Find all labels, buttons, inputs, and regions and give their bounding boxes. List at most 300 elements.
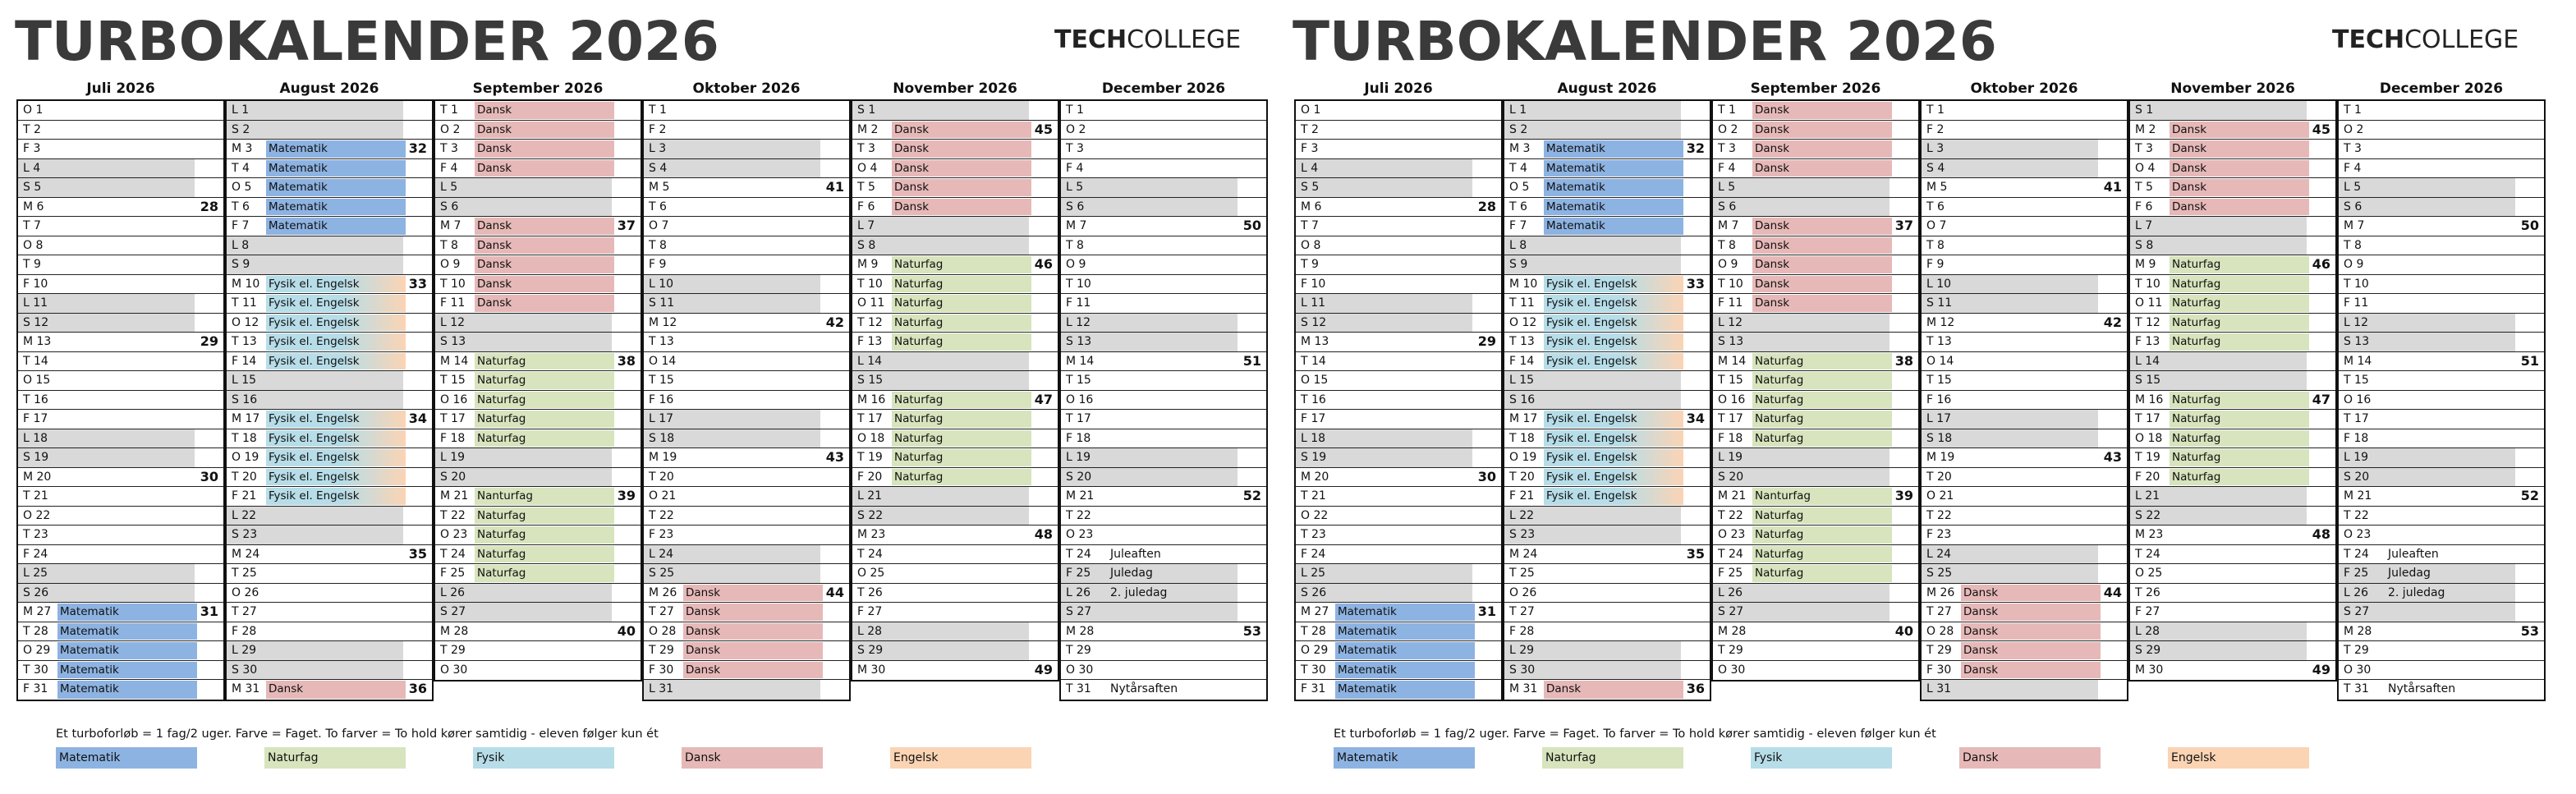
day-row xyxy=(1713,236,1918,256)
subject-cell: Fysik el. Engelsk xyxy=(1544,430,1683,447)
day-label: M 23 xyxy=(857,528,886,541)
subject-cell: Naturfag xyxy=(2170,392,2309,409)
day-label: F 20 xyxy=(2135,470,2160,484)
day-label: F 4 xyxy=(1066,161,1084,175)
day-row xyxy=(18,217,223,236)
day-row xyxy=(1061,487,1266,507)
day-label: T 10 xyxy=(2344,277,2369,291)
subject-cell: Naturfag xyxy=(892,392,1031,409)
day-label: T 5 xyxy=(857,181,875,194)
day-row xyxy=(435,641,641,661)
week-number: 33 xyxy=(408,275,427,291)
subject-cell: Fysik el. Engelsk xyxy=(266,449,406,466)
subject-cell: Dansk xyxy=(683,604,823,621)
day-row xyxy=(18,526,223,545)
subject-cell: Dansk xyxy=(475,237,614,255)
day-row xyxy=(435,410,641,429)
legend-item-fysik: Fysik xyxy=(1751,747,1892,769)
day-row xyxy=(1061,236,1266,256)
day-label: T 3 xyxy=(857,142,875,155)
day-label: L 14 xyxy=(857,354,883,368)
techcollege-logo xyxy=(2332,25,2519,54)
weekend-shade xyxy=(644,159,820,178)
logo-bold-text: TECH xyxy=(2332,25,2405,54)
subject-cell: Naturfag xyxy=(475,507,614,525)
day-row xyxy=(435,178,641,198)
calendar-panel-2 xyxy=(1278,0,2551,794)
day-row xyxy=(1061,255,1266,275)
day-label: F 6 xyxy=(857,200,875,213)
day-label: L 29 xyxy=(1509,644,1535,657)
day-row xyxy=(1504,545,1710,565)
week-number: 28 xyxy=(200,198,218,214)
day-label: F 31 xyxy=(1301,682,1326,695)
month-grid xyxy=(434,99,642,682)
day-row xyxy=(1296,121,1501,140)
subject-cell: Dansk xyxy=(1752,218,1892,235)
day-row xyxy=(435,121,641,140)
day-label: T 11 xyxy=(232,296,257,310)
day-label: L 5 xyxy=(440,181,458,194)
day-label: O 21 xyxy=(649,489,677,503)
weekend-shade xyxy=(1061,178,1237,197)
day-label: L 10 xyxy=(649,277,674,291)
day-row xyxy=(1296,526,1501,545)
day-row xyxy=(227,217,432,236)
day-row xyxy=(1922,526,2127,545)
week-number: 47 xyxy=(1034,391,1053,407)
subject-cell: Dansk xyxy=(475,276,614,293)
day-row xyxy=(435,198,641,218)
day-row xyxy=(1296,410,1501,429)
subject-cell: Naturfag xyxy=(892,256,1031,273)
day-label: M 31 xyxy=(232,682,260,695)
day-label: T 7 xyxy=(23,219,41,232)
day-label: M 26 xyxy=(1926,585,1955,599)
month-grid xyxy=(225,99,434,701)
day-label: F 18 xyxy=(1066,431,1091,445)
day-row xyxy=(227,236,432,256)
weekend-shade xyxy=(1713,198,1890,217)
day-label: O 9 xyxy=(2344,258,2364,271)
day-label: M 12 xyxy=(1926,315,1955,329)
day-label: T 29 xyxy=(2344,644,2369,657)
day-row xyxy=(18,352,223,372)
day-row xyxy=(2339,159,2544,179)
day-row xyxy=(18,584,223,604)
day-label: M 23 xyxy=(2135,528,2164,541)
day-label: M 28 xyxy=(1718,624,1747,638)
day-label: L 1 xyxy=(232,103,250,117)
day-row xyxy=(227,352,432,372)
day-row xyxy=(435,468,641,488)
day-row xyxy=(1922,448,2127,468)
day-label: O 21 xyxy=(1926,489,1954,503)
day-row xyxy=(2130,275,2335,295)
day-label: O 14 xyxy=(649,354,677,368)
subject-cell: Dansk xyxy=(892,140,1031,158)
day-label: L 18 xyxy=(23,431,48,445)
day-row xyxy=(644,121,849,140)
subject-cell: Naturfag xyxy=(2170,333,2309,351)
day-label: T 13 xyxy=(1509,335,1535,348)
day-row xyxy=(1713,584,1918,604)
day-label: T 4 xyxy=(232,161,250,175)
day-row xyxy=(1061,661,1266,681)
day-row xyxy=(1922,410,2127,429)
day-label: T 6 xyxy=(232,200,250,213)
day-row xyxy=(1922,564,2127,584)
day-label: T 8 xyxy=(1066,238,1084,252)
day-label: L 5 xyxy=(1718,181,1736,194)
day-row xyxy=(1713,217,1918,236)
day-row xyxy=(644,487,849,507)
day-row xyxy=(18,564,223,584)
day-label: S 11 xyxy=(649,296,675,310)
day-row xyxy=(852,487,1058,507)
subject-cell: Naturfag xyxy=(2170,430,2309,447)
day-label: M 13 xyxy=(1301,335,1329,348)
day-label: M 7 xyxy=(2344,219,2365,232)
subject-cell: Naturfag xyxy=(892,469,1031,486)
day-label: M 10 xyxy=(232,277,260,291)
subject-cell: Matematik xyxy=(266,160,406,177)
day-label: M 17 xyxy=(232,412,260,425)
day-row xyxy=(1296,198,1501,218)
day-label: T 29 xyxy=(649,644,674,657)
subject-cell: Fysik el. Engelsk xyxy=(266,430,406,447)
subject-cell: Dansk xyxy=(1961,623,2101,640)
day-row xyxy=(1922,217,2127,236)
day-label: L 11 xyxy=(23,296,48,310)
subject-cell: Dansk xyxy=(683,662,823,679)
day-row xyxy=(644,314,849,333)
day-label: T 17 xyxy=(440,412,466,425)
week-number: 52 xyxy=(2520,488,2539,503)
page-title: TURBOKALENDER 2026 xyxy=(15,10,719,73)
day-row xyxy=(1296,661,1501,681)
day-row xyxy=(1296,584,1501,604)
day-label: T 24 xyxy=(1066,547,1091,561)
day-row xyxy=(644,468,849,488)
day-row xyxy=(852,198,1058,218)
day-label: O 16 xyxy=(440,392,468,406)
day-row xyxy=(1713,178,1918,198)
day-label: O 23 xyxy=(1066,528,1094,541)
subject-cell: Matematik xyxy=(1335,662,1475,679)
day-label: O 2 xyxy=(440,122,461,136)
day-row xyxy=(1296,622,1501,642)
day-label: T 10 xyxy=(857,277,883,291)
day-label: M 26 xyxy=(649,585,677,599)
month-header: December 2026 xyxy=(1101,80,1226,97)
day-label: T 5 xyxy=(2135,181,2153,194)
day-label: M 14 xyxy=(2344,354,2372,368)
legend-item-engelsk: Engelsk xyxy=(890,747,1031,769)
day-row xyxy=(1061,448,1266,468)
subject-cell: Dansk xyxy=(683,623,823,640)
day-row xyxy=(1713,391,1918,411)
day-label: S 18 xyxy=(649,431,675,445)
day-label: F 7 xyxy=(1509,219,1527,232)
day-row xyxy=(1296,294,1501,314)
day-row xyxy=(2130,468,2335,488)
day-row xyxy=(1296,101,1501,121)
week-number: 48 xyxy=(2312,526,2330,542)
day-label: L 4 xyxy=(1301,161,1319,175)
day-label: M 6 xyxy=(1301,200,1322,213)
week-number: 40 xyxy=(617,622,636,639)
weekend-shade xyxy=(852,101,1029,120)
week-number: 33 xyxy=(1686,275,1705,291)
day-row xyxy=(18,371,223,391)
week-number: 48 xyxy=(1034,526,1053,542)
day-row xyxy=(852,564,1058,584)
week-number: 29 xyxy=(1477,333,1496,349)
day-row xyxy=(852,545,1058,565)
day-label: S 20 xyxy=(1066,470,1092,484)
day-label: T 26 xyxy=(2135,585,2160,599)
legend-description: Et turboforløb = 1 fag/2 uger. Farve = Faget. To farver = To hold kører samtidig - eleven følger kun ét xyxy=(56,727,659,741)
day-label: F 21 xyxy=(232,489,257,503)
day-row xyxy=(2339,275,2544,295)
day-row xyxy=(227,584,432,604)
week-number: 43 xyxy=(825,449,844,465)
day-row xyxy=(1504,487,1710,507)
week-number: 40 xyxy=(1894,622,1913,639)
day-row xyxy=(18,159,223,179)
day-row xyxy=(2339,101,2544,121)
week-number: 45 xyxy=(1034,121,1053,137)
day-row xyxy=(1922,507,2127,526)
day-row xyxy=(1061,641,1266,661)
day-row xyxy=(2130,641,2335,661)
subject-cell: Fysik el. Engelsk xyxy=(1544,295,1683,312)
day-row xyxy=(18,680,223,700)
day-label: O 25 xyxy=(857,567,885,580)
day-label: O 28 xyxy=(1926,624,1954,638)
week-number: 53 xyxy=(1242,622,1261,639)
day-label: O 30 xyxy=(1066,663,1094,677)
day-label: T 17 xyxy=(2344,412,2369,425)
day-row xyxy=(2339,661,2544,681)
subject-cell: Fysik el. Engelsk xyxy=(1544,314,1683,332)
day-row xyxy=(435,314,641,333)
day-label: F 16 xyxy=(1926,392,1952,406)
page-title: TURBOKALENDER 2026 xyxy=(1293,10,1997,73)
day-row xyxy=(1296,371,1501,391)
day-row xyxy=(227,622,432,642)
day-label: T 30 xyxy=(1301,663,1326,677)
subject-cell: Naturfag xyxy=(892,430,1031,447)
day-label: T 3 xyxy=(440,142,458,155)
week-number: 46 xyxy=(2312,256,2330,272)
day-row xyxy=(852,448,1058,468)
subject-cell: Matematik xyxy=(266,218,406,235)
day-label: T 20 xyxy=(649,470,674,484)
subject-cell: Matematik xyxy=(57,623,197,640)
day-row xyxy=(435,448,641,468)
day-label: S 15 xyxy=(857,374,884,387)
day-label: T 25 xyxy=(232,567,257,580)
holiday-note: 2. juledag xyxy=(2388,585,2445,599)
day-label: M 7 xyxy=(1718,219,1739,232)
day-label: S 23 xyxy=(232,528,258,541)
day-row xyxy=(227,603,432,622)
day-label: F 3 xyxy=(1301,142,1319,155)
holiday-note: Nytårsaften xyxy=(1110,682,1178,695)
day-row xyxy=(852,410,1058,429)
day-row xyxy=(18,429,223,449)
day-row xyxy=(852,101,1058,121)
day-row xyxy=(435,140,641,159)
day-row xyxy=(852,159,1058,179)
day-label: O 2 xyxy=(2344,122,2364,136)
month-header: August 2026 xyxy=(1557,80,1657,97)
day-row xyxy=(2130,584,2335,604)
day-row xyxy=(644,333,849,352)
day-row xyxy=(1296,255,1501,275)
day-row xyxy=(2130,545,2335,565)
day-label: T 30 xyxy=(23,663,48,677)
day-row xyxy=(852,314,1058,333)
day-label: T 26 xyxy=(857,585,883,599)
day-label: L 24 xyxy=(649,547,674,561)
day-row xyxy=(2339,217,2544,236)
subject-cell: Naturfag xyxy=(2170,276,2309,293)
day-row xyxy=(1504,603,1710,622)
day-row xyxy=(1713,352,1918,372)
week-number: 42 xyxy=(825,314,844,330)
subject-cell: Naturfag xyxy=(1752,546,1892,563)
day-row xyxy=(227,333,432,352)
day-row xyxy=(2130,448,2335,468)
day-label: T 22 xyxy=(2344,508,2369,522)
week-number: 44 xyxy=(2103,584,2122,600)
week-number: 50 xyxy=(2520,218,2539,233)
day-label: F 25 xyxy=(1718,567,1743,580)
day-row xyxy=(2339,603,2544,622)
day-row xyxy=(1504,371,1710,391)
day-row xyxy=(18,178,223,198)
day-row xyxy=(1713,140,1918,159)
day-row xyxy=(1504,507,1710,526)
month-grid xyxy=(1711,99,1920,682)
day-label: M 17 xyxy=(1509,412,1538,425)
day-row xyxy=(1061,603,1266,622)
day-label: S 1 xyxy=(857,103,876,117)
day-label: T 18 xyxy=(232,431,257,445)
holiday-note: Nytårsaften xyxy=(2388,682,2456,695)
day-label: L 7 xyxy=(2135,219,2153,232)
day-row xyxy=(18,448,223,468)
day-label: O 30 xyxy=(1718,663,1746,677)
day-label: F 9 xyxy=(649,258,667,271)
day-label: T 29 xyxy=(1926,644,1952,657)
day-label: M 24 xyxy=(1509,547,1538,561)
day-label: T 17 xyxy=(857,412,883,425)
day-row xyxy=(644,236,849,256)
day-row xyxy=(1504,217,1710,236)
day-row xyxy=(1061,468,1266,488)
day-label: T 1 xyxy=(1926,103,1945,117)
day-label: L 8 xyxy=(1509,238,1527,252)
day-row xyxy=(852,352,1058,372)
day-row xyxy=(435,101,641,121)
day-label: O 19 xyxy=(1509,451,1537,464)
day-row xyxy=(1504,564,1710,584)
day-label: T 27 xyxy=(1926,605,1952,618)
day-label: T 10 xyxy=(440,277,466,291)
day-label: S 13 xyxy=(1718,335,1744,348)
day-row xyxy=(852,275,1058,295)
day-label: F 17 xyxy=(1301,412,1326,425)
day-label: F 13 xyxy=(857,335,883,348)
day-label: T 27 xyxy=(1509,605,1535,618)
month-grid xyxy=(1294,99,1503,701)
day-label: T 14 xyxy=(23,354,48,368)
day-label: T 13 xyxy=(232,335,257,348)
day-row xyxy=(227,468,432,488)
subject-cell: Naturfag xyxy=(892,295,1031,312)
week-number: 42 xyxy=(2103,314,2122,330)
day-row xyxy=(18,101,223,121)
month-header: November 2026 xyxy=(2170,80,2295,97)
day-label: L 26 xyxy=(1718,585,1743,599)
day-row xyxy=(1504,526,1710,545)
day-label: F 7 xyxy=(232,219,250,232)
day-label: T 13 xyxy=(1926,335,1952,348)
day-label: S 1 xyxy=(2135,103,2154,117)
day-row xyxy=(644,661,849,681)
subject-cell: Dansk xyxy=(2170,199,2309,216)
day-row xyxy=(1296,236,1501,256)
day-label: F 2 xyxy=(649,122,667,136)
day-label: S 22 xyxy=(857,508,884,522)
day-label: M 2 xyxy=(2135,122,2156,136)
day-row xyxy=(644,545,849,565)
subject-cell: Naturfag xyxy=(892,314,1031,332)
day-label: O 23 xyxy=(2344,528,2372,541)
day-row xyxy=(1061,680,1266,700)
day-label: M 6 xyxy=(23,200,44,213)
weekend-shade xyxy=(1504,236,1681,255)
day-label: M 7 xyxy=(440,219,461,232)
day-label: O 9 xyxy=(1066,258,1086,271)
day-row xyxy=(435,352,641,372)
day-row xyxy=(644,448,849,468)
week-number: 50 xyxy=(1242,218,1261,233)
subject-cell: Dansk xyxy=(1752,102,1892,119)
day-label: T 24 xyxy=(2135,547,2160,561)
day-label: L 3 xyxy=(649,142,667,155)
day-row xyxy=(1504,622,1710,642)
day-row xyxy=(2130,661,2335,681)
day-row xyxy=(2339,352,2544,372)
day-label: O 15 xyxy=(1301,374,1329,387)
day-row xyxy=(227,564,432,584)
day-row xyxy=(18,294,223,314)
day-label: L 26 xyxy=(1066,585,1091,599)
day-label: M 27 xyxy=(23,605,52,618)
subject-cell: Naturfag xyxy=(2170,469,2309,486)
day-row xyxy=(644,622,849,642)
day-row xyxy=(644,429,849,449)
month-grid xyxy=(2128,99,2337,682)
week-number: 51 xyxy=(1242,352,1261,369)
week-number: 30 xyxy=(1477,468,1496,484)
day-row xyxy=(852,526,1058,545)
